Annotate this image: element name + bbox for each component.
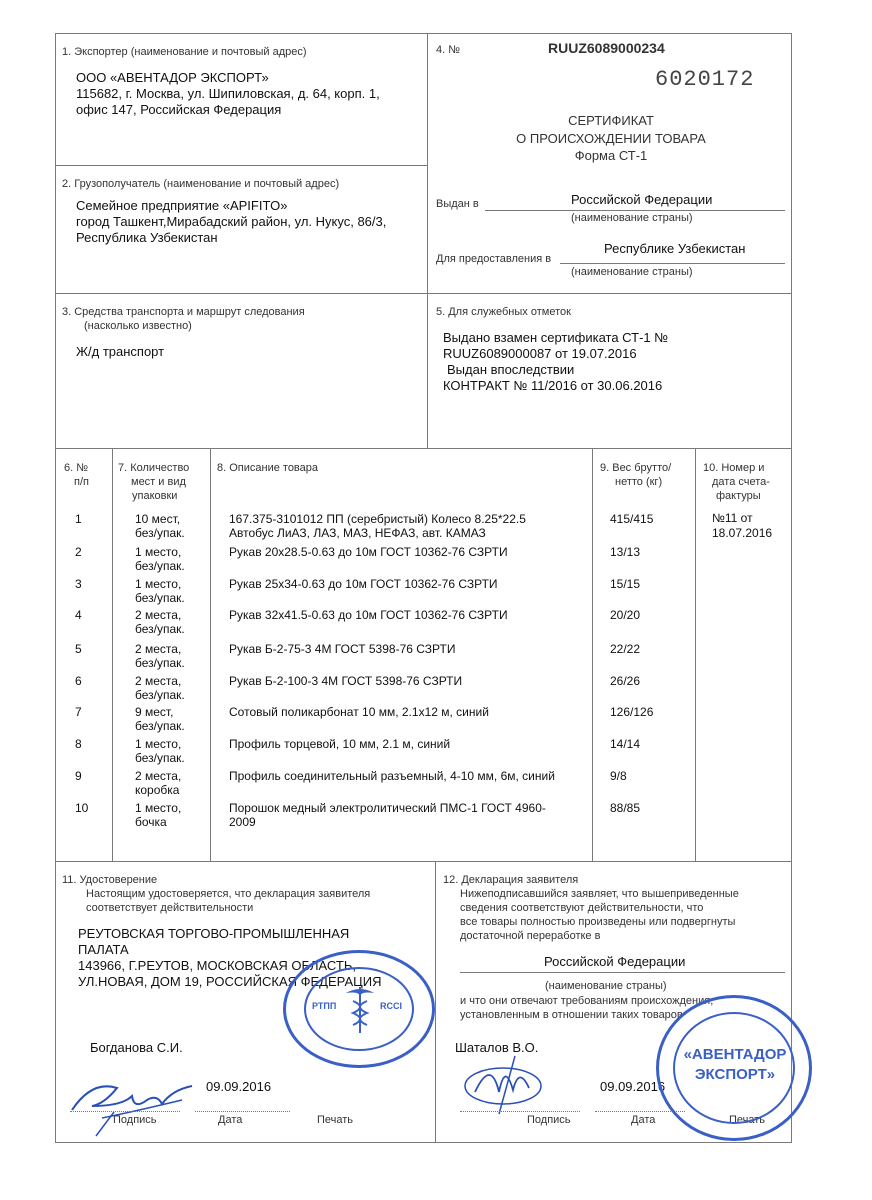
declaration-text: сведения соответствуют действительности, что — [460, 902, 704, 914]
chamber-date-label: Дата — [218, 1114, 243, 1126]
declaration-text: и что они отвечают требованиям происхождения, — [460, 995, 714, 1007]
declaration-text: достаточной переработке в — [460, 930, 601, 942]
row-quantity: 1 место, — [135, 801, 182, 815]
row-number: 5 — [75, 642, 82, 656]
row-quantity: 10 мест, — [135, 512, 181, 526]
row-description-2: Автобус ЛиАЗ, ЛАЗ, МАЗ, НЕФАЗ, авт. КАМАЗ — [229, 526, 486, 540]
serial-number: 6020172 — [655, 67, 755, 92]
chamber-name-2: ПАЛАТА — [78, 942, 129, 957]
consignee-label: 2. Грузополучатель (наименование и почтовый адрес) — [62, 178, 340, 190]
row-quantity: 2 места, — [135, 674, 182, 688]
date-line — [195, 1111, 290, 1112]
col-invoice-header: 10. Номер и — [703, 462, 765, 474]
exporter-address-2: офис 147, Российская Федерация — [76, 102, 282, 117]
table-row — [0, 510, 872, 546]
certificate-form-type: Форма СТ-1 — [574, 148, 648, 163]
row-packaging: коробка — [135, 783, 180, 797]
company-stamp — [656, 995, 812, 1141]
signature-line — [70, 1111, 180, 1112]
declarant-stamp-label: Печать — [729, 1114, 766, 1126]
invoice-date: 18.07.2016 — [712, 526, 773, 540]
row-description: 167.375-3101012 ПП (серебристый) Колесо 8.25*22.5 — [229, 512, 526, 526]
row-weight: 26/26 — [610, 674, 641, 688]
company-stamp-text: «АВЕНТАДОР — [683, 1046, 787, 1063]
underline — [560, 263, 785, 264]
row-weight: 13/13 — [610, 545, 641, 559]
official-notes-line: Выдан впоследствии — [447, 362, 575, 377]
underline — [485, 210, 785, 211]
row-quantity: 1 место, — [135, 737, 182, 751]
transport-value: Ж/д транспорт — [76, 344, 165, 359]
divider — [55, 448, 792, 449]
official-notes-line: Выдано взамен сертификата СТ-1 № — [443, 330, 669, 345]
invoice-number: №11 от — [712, 511, 753, 525]
declaration-label: 12. Декларация заявителя — [443, 874, 579, 886]
chamber-signature-label: Подпись — [113, 1114, 157, 1126]
row-description-2: 2009 — [229, 815, 256, 829]
chamber-address: 143966, Г.РЕУТОВ, МОСКОВСКАЯ ОБЛАСТЬ, — [78, 958, 356, 973]
row-number: 10 — [75, 801, 89, 815]
row-packaging: без/упак. — [135, 591, 185, 605]
col-quantity-header: 7. Количество — [118, 462, 190, 474]
certification-label: 11. Удостоверение — [62, 874, 158, 886]
row-quantity: 2 места, — [135, 642, 182, 656]
declaration-text: Нижеподписавшийся заявляет, что вышеприведенные — [460, 888, 739, 900]
certificate-number-label: 4. № — [436, 44, 461, 56]
chamber-stamp-label: Печать — [317, 1114, 354, 1126]
issued-in-label: Выдан в — [436, 198, 479, 210]
exporter-label: 1. Экспортер (наименование и почтовый адрес) — [62, 46, 307, 58]
row-description: Рукав 25х34-0.63 до 10м ГОСТ 10362-76 СЗРТИ — [229, 577, 498, 591]
certificate-number: RUUZ6089000234 — [548, 40, 665, 56]
row-description: Рукав 20х28.5-0.63 до 10м ГОСТ 10362-76 СЗРТИ — [229, 545, 508, 559]
row-packaging: без/упак. — [135, 559, 185, 573]
col-invoice-header-3: фактуры — [716, 490, 761, 502]
divider — [55, 165, 427, 166]
declaration-country-hint: (наименование страны) — [545, 980, 667, 992]
underline — [460, 972, 785, 973]
row-description: Профиль соединительный разъемный, 4-10 мм, 6м, синий — [229, 769, 555, 783]
signature-line — [460, 1111, 580, 1112]
row-quantity: 2 места, — [135, 769, 182, 783]
issued-for-hint: (наименование страны) — [571, 266, 693, 278]
declaration-text: установленным в отношении таких товаров — [460, 1009, 683, 1021]
row-description: Сотовый поликарбонат 10 мм, 2.1х12 м, синий — [229, 705, 489, 719]
issued-for-label: Для предоставления в — [436, 253, 552, 265]
row-description: Рукав Б-2-100-3 4М ГОСТ 5398-76 СЗРТИ — [229, 674, 463, 688]
row-number: 3 — [75, 577, 82, 591]
table-row — [0, 543, 872, 579]
row-description: Профиль торцевой, 10 мм, 2.1 м, синий — [229, 737, 451, 751]
official-notes-label: 5. Для служебных отметок — [436, 306, 571, 318]
consignee-address: город Ташкент,Мирабадский район, ул. Нукус, 86/3, — [76, 214, 387, 229]
row-number: 7 — [75, 705, 82, 719]
col-number-header: 6. № — [64, 462, 89, 474]
issued-for-country: Республике Узбекистан — [604, 241, 746, 256]
table-row — [0, 767, 872, 803]
declarant-date: 09.09.2016 — [600, 1079, 666, 1094]
consignee-address-2: Республика Узбекистан — [76, 230, 218, 245]
certificate-title: СЕРТИФИКАТ — [568, 113, 654, 128]
chamber-name: РЕУТОВСКАЯ ТОРГОВО-ПРОМЫШЛЕННАЯ — [78, 926, 350, 941]
declarant-signature-label: Подпись — [527, 1114, 571, 1126]
consignee-name: Семейное предприятие «APIFITO» — [76, 198, 288, 213]
row-quantity: 1 место, — [135, 577, 182, 591]
col-description-header: 8. Описание товара — [217, 462, 319, 474]
row-weight: 22/22 — [610, 642, 641, 656]
certificate-subtitle: О ПРОИСХОЖДЕНИИ ТОВАРА — [516, 131, 706, 146]
row-packaging: бочка — [135, 815, 167, 829]
table-row — [0, 640, 872, 676]
caduceus-icon — [342, 983, 378, 1035]
row-weight: 14/14 — [610, 737, 641, 751]
row-number: 9 — [75, 769, 82, 783]
row-weight: 20/20 — [610, 608, 641, 622]
declaration-text: все товары полностью произведены или подвергнуты — [460, 916, 736, 928]
stamp-text-left: РТПП — [312, 1001, 337, 1011]
chamber-date: 09.09.2016 — [206, 1079, 272, 1094]
row-description: Порошок медный электролитический ПМС-1 ГОСТ 4960- — [229, 801, 546, 815]
table-row — [0, 735, 872, 771]
table-row — [0, 799, 872, 835]
col-quantity-header-2: мест и вид — [131, 476, 186, 488]
row-packaging: без/упак. — [135, 622, 185, 636]
col-quantity-header-3: упаковки — [132, 490, 178, 502]
row-weight: 9/8 — [610, 769, 627, 783]
row-weight: 126/126 — [610, 705, 654, 719]
certification-text: Настоящим удостоверяется, что декларация заявителя — [86, 888, 371, 900]
row-quantity: 2 места, — [135, 608, 182, 622]
official-notes-line: RUUZ6089000087 от 19.07.2016 — [443, 346, 637, 361]
row-number: 6 — [75, 674, 82, 688]
row-weight: 15/15 — [610, 577, 641, 591]
chamber-signature — [62, 1060, 202, 1140]
transport-label-note: (насколько известно) — [84, 320, 192, 332]
declarant-signature — [455, 1052, 555, 1118]
official-notes-line: КОНТРАКТ № 11/2016 от 30.06.2016 — [443, 378, 663, 393]
row-packaging: без/упак. — [135, 719, 185, 733]
row-packaging: без/упак. — [135, 688, 185, 702]
declaration-country: Российской Федерации — [544, 954, 686, 969]
col-weight-header-2: нетто (кг) — [615, 476, 663, 488]
row-quantity: 1 место, — [135, 545, 182, 559]
exporter-address: 115682, г. Москва, ул. Шипиловская, д. 64, корп. 1, — [76, 86, 380, 101]
chamber-signer: Богданова С.И. — [90, 1040, 183, 1055]
divider — [55, 293, 792, 294]
certification-text-2: соответствует действительности — [86, 902, 254, 914]
row-packaging: без/упак. — [135, 526, 185, 540]
row-number: 1 — [75, 512, 82, 526]
row-number: 2 — [75, 545, 82, 559]
transport-label: 3. Средства транспорта и маршрут следования — [62, 306, 305, 318]
row-description: Рукав Б-2-75-3 4М ГОСТ 5398-76 СЗРТИ — [229, 642, 456, 656]
company-stamp-text-2: ЭКСПОРТ» — [694, 1066, 776, 1083]
chamber-stamp — [283, 950, 435, 1068]
row-packaging: без/упак. — [135, 751, 185, 765]
row-number: 8 — [75, 737, 82, 751]
row-packaging: без/упак. — [135, 656, 185, 670]
declarant-date-label: Дата — [631, 1114, 656, 1126]
stamp-text-right: RCCI — [380, 1001, 402, 1011]
table-row — [0, 703, 872, 739]
row-weight: 415/415 — [610, 512, 654, 526]
col-number-header-2: п/п — [74, 476, 89, 488]
divider — [427, 33, 428, 448]
divider — [435, 861, 436, 1143]
exporter-name: ООО «АВЕНТАДОР ЭКСПОРТ» — [76, 70, 269, 85]
row-weight: 88/85 — [610, 801, 641, 815]
row-quantity: 9 мест, — [135, 705, 174, 719]
issued-in-hint: (наименование страны) — [571, 212, 693, 224]
row-description: Рукав 32х41.5-0.63 до 10м ГОСТ 10362-76 СЗРТИ — [229, 608, 508, 622]
table-row — [0, 606, 872, 642]
divider — [55, 861, 792, 862]
col-weight-header: 9. Вес брутто/ — [600, 462, 672, 474]
chamber-address-2: УЛ.НОВАЯ, ДОМ 19, РОССИЙСКАЯ ФЕДЕРАЦИЯ — [78, 974, 382, 989]
declarant-signer: Шаталов В.О. — [455, 1040, 539, 1055]
col-invoice-header-2: дата счета- — [712, 476, 770, 488]
row-number: 4 — [75, 608, 82, 622]
issued-in-country: Российской Федерации — [571, 192, 713, 207]
